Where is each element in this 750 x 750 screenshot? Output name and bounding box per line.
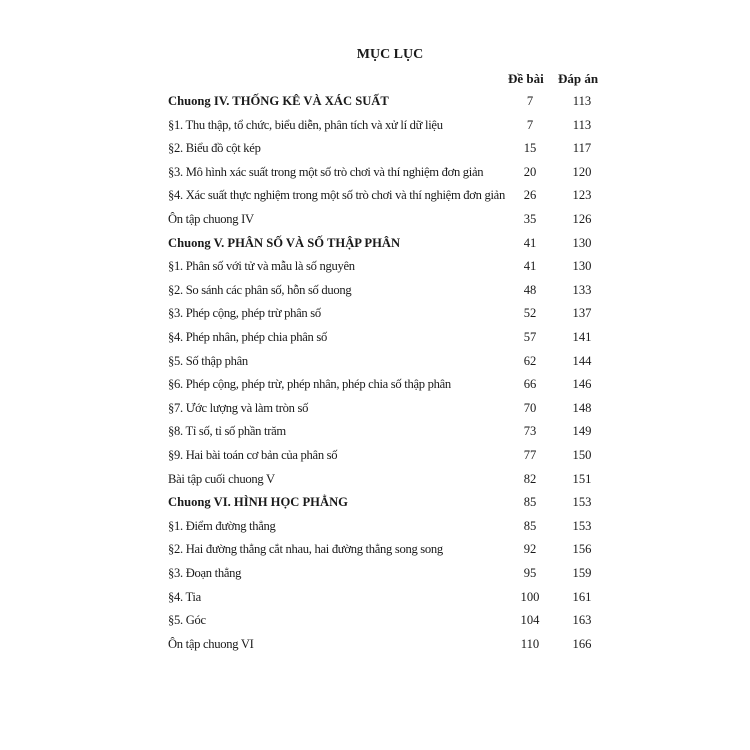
toc-entry-title: §4. Tia bbox=[168, 589, 201, 604]
exercise-page: 82 bbox=[523, 471, 537, 486]
answer-page: 130 bbox=[572, 259, 592, 274]
exercise-page: 92 bbox=[523, 542, 537, 557]
toc-row bbox=[168, 637, 608, 657]
answer-page: 148 bbox=[572, 400, 592, 415]
toc-entry-title: §1. Phân số với tử và mẫu là số nguyên bbox=[168, 259, 355, 274]
toc-entry-title: §2. Hai đường thẳng cắt nhau, hai đường thẳng song song bbox=[168, 542, 443, 557]
exercise-page: 52 bbox=[523, 306, 537, 321]
toc-row bbox=[168, 590, 608, 610]
toc-entry-title: §3. Phép cộng, phép trừ phân số bbox=[168, 306, 321, 321]
page-title: MỤC LỤC bbox=[356, 47, 424, 62]
column-header-answers: Đáp án bbox=[558, 71, 599, 86]
exercise-page: 41 bbox=[523, 259, 537, 274]
toc-entry-title: §3. Đoạn thẳng bbox=[168, 566, 242, 580]
answer-page: 113 bbox=[572, 94, 592, 108]
answer-page: 141 bbox=[572, 330, 592, 344]
toc-row bbox=[168, 542, 608, 562]
exercise-page: 7 bbox=[526, 94, 534, 108]
toc-entry-title: §7. Ước lượng và làm tròn số bbox=[168, 400, 309, 415]
toc-entry-title: §9. Hai bài toán cơ bản của phân số bbox=[168, 448, 338, 462]
toc-entry-title: §3. Mô hình xác suất trong một số trò chơi và thí nghiệm đơn giản bbox=[168, 164, 484, 179]
toc-row bbox=[168, 401, 608, 421]
exercise-page: 41 bbox=[523, 235, 537, 250]
toc-entry-title: §5. Góc bbox=[168, 613, 206, 628]
toc-entry-title: §4. Phép nhân, phép chia phân số bbox=[168, 330, 327, 344]
answer-page: 133 bbox=[572, 282, 592, 297]
toc-entry-title: Chuong VI. HÌNH HỌC PHẲNG bbox=[168, 495, 348, 510]
exercise-page: 85 bbox=[523, 495, 537, 510]
exercise-page: 73 bbox=[523, 424, 537, 439]
exercise-page: 66 bbox=[523, 377, 537, 392]
exercise-page: 57 bbox=[523, 330, 537, 344]
toc-row bbox=[168, 165, 608, 185]
answer-page: 126 bbox=[572, 212, 592, 226]
answer-page: 161 bbox=[572, 589, 592, 604]
answer-page: 123 bbox=[572, 188, 592, 203]
exercise-page: 110 bbox=[520, 636, 540, 651]
toc-entry-title: §6. Phép cộng, phép trừ, phép nhân, phép chia số thập phân bbox=[168, 377, 451, 392]
exercise-page: 62 bbox=[523, 353, 537, 368]
toc-entry-title: §1. Thu thập, tổ chức, biểu diễn, phân tích và xử lí dữ liệu bbox=[168, 117, 443, 132]
toc-row bbox=[168, 259, 608, 279]
toc-row bbox=[168, 306, 608, 326]
toc-row bbox=[168, 118, 608, 138]
toc-entry-title: §5. Số thập phân bbox=[168, 353, 248, 368]
toc-row bbox=[168, 330, 608, 350]
toc-row bbox=[168, 566, 608, 586]
exercise-page: 15 bbox=[523, 141, 537, 156]
toc-entry-title: §2. Biểu đồ cột kép bbox=[168, 141, 261, 156]
toc-chapter-row bbox=[168, 495, 608, 515]
toc-entry-title: Ôn tập chuong VI bbox=[168, 636, 254, 651]
toc-chapter-row bbox=[168, 236, 608, 256]
exercise-page: 85 bbox=[523, 518, 537, 533]
answer-page: 166 bbox=[572, 636, 592, 651]
toc-entry-title: §4. Xác suất thực nghiệm trong một số trò chơi và thí nghiệm đơn giản bbox=[168, 188, 505, 203]
toc-entry-title: §2. So sánh các phân số, hỗn số duong bbox=[168, 282, 352, 297]
toc-row bbox=[168, 212, 608, 232]
toc-row bbox=[168, 519, 608, 539]
exercise-page: 104 bbox=[520, 613, 540, 628]
answer-page: 130 bbox=[572, 235, 592, 250]
exercise-page: 35 bbox=[523, 212, 537, 226]
answer-page: 117 bbox=[572, 141, 592, 156]
exercise-page: 77 bbox=[523, 448, 537, 462]
toc-row bbox=[168, 354, 608, 374]
toc-entry-title: §1. Điểm đường thẳng bbox=[168, 518, 276, 533]
answer-page: 153 bbox=[572, 518, 592, 533]
toc-row bbox=[168, 613, 608, 633]
toc-row bbox=[168, 424, 608, 444]
answer-page: 113 bbox=[572, 117, 592, 132]
exercise-page: 100 bbox=[520, 589, 540, 604]
toc-row bbox=[168, 141, 608, 161]
answer-page: 144 bbox=[572, 353, 592, 368]
exercise-page: 70 bbox=[523, 400, 537, 415]
toc-row bbox=[168, 188, 608, 208]
toc-row bbox=[168, 448, 608, 468]
exercise-page: 7 bbox=[526, 117, 534, 132]
answer-page: 153 bbox=[572, 495, 592, 510]
column-header-exercises: Đề bài bbox=[508, 71, 544, 86]
answer-page: 137 bbox=[572, 306, 592, 321]
answer-page: 146 bbox=[572, 377, 592, 392]
answer-page: 156 bbox=[572, 542, 592, 557]
toc-chapter-row bbox=[168, 94, 608, 114]
exercise-page: 20 bbox=[523, 164, 537, 179]
toc-entry-title: Bài tập cuối chuong V bbox=[168, 471, 275, 486]
toc-row bbox=[168, 472, 608, 492]
toc-row bbox=[168, 283, 608, 303]
answer-page: 151 bbox=[572, 471, 592, 486]
exercise-page: 48 bbox=[523, 282, 537, 297]
answer-page: 150 bbox=[572, 448, 592, 462]
exercise-page: 26 bbox=[523, 188, 537, 203]
answer-page: 120 bbox=[572, 164, 592, 179]
toc-entry-title: §8. Tỉ số, tỉ số phần trăm bbox=[168, 424, 286, 439]
toc-entry-title: Chuong V. PHÂN SỐ VÀ SỐ THẬP PHÂN bbox=[168, 235, 401, 250]
answer-page: 163 bbox=[572, 613, 592, 628]
answer-page: 149 bbox=[572, 424, 592, 439]
exercise-page: 95 bbox=[523, 566, 537, 580]
toc-row bbox=[168, 377, 608, 397]
toc-entry-title: Chuong IV. THỐNG KÊ VÀ XÁC SUẤT bbox=[168, 94, 389, 108]
toc-entry-title: Ôn tập chuong IV bbox=[168, 212, 254, 226]
answer-page: 159 bbox=[572, 566, 592, 580]
